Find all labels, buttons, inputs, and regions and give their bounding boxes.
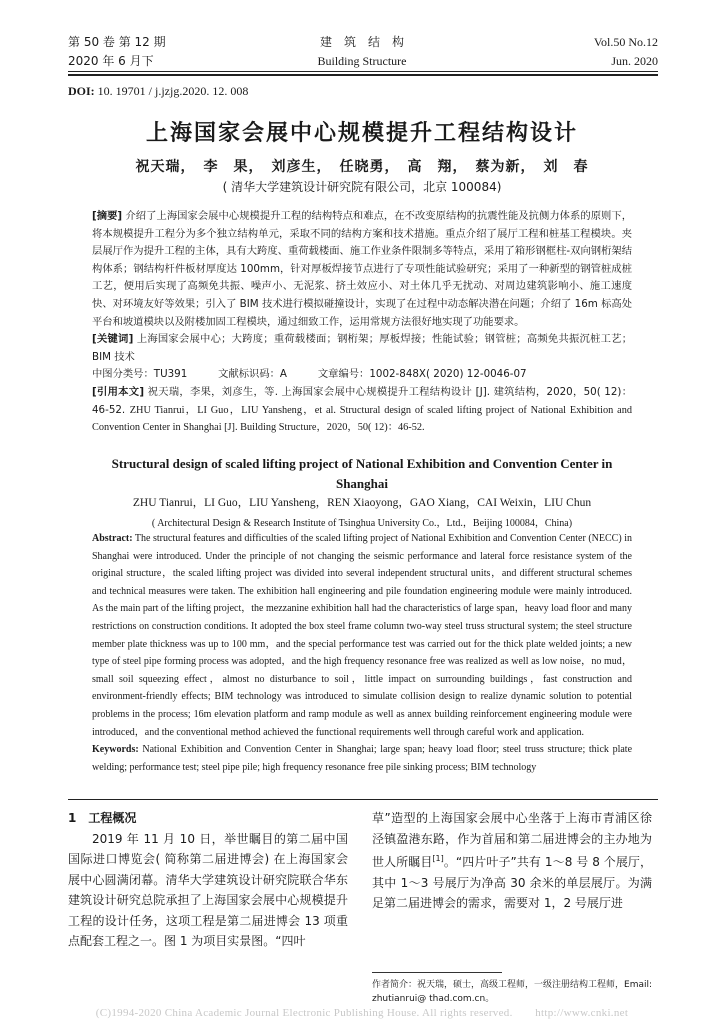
body-left-column bbox=[68, 808, 348, 952]
section-title: 工程概况 bbox=[88, 811, 137, 825]
citation-en: ZHU Tianrui，LI Guo，LIU Yansheng，et al. Structural design of scaled lifting project of National Exhibition and Convention Center in Shanghai [J]. Building Structure，2020，50( 12)：46-52. bbox=[92, 404, 632, 434]
author-footnote: 作者简介：祝天瑞，硕士，高级工程师，一级注册结构工程师，Email: zhutianrui@ thad.com.cn。 bbox=[372, 980, 653, 1004]
body-right-column bbox=[372, 808, 652, 914]
keywords-en-text: National Exhibition and Convention Center in Shanghai; large span; heavy load floor; steel truss structure; thick plate welding; performance test; steel pipe pile; high frequency resonance free pile sinking process; BIM technology bbox=[92, 744, 633, 773]
keywords-zh-label: [关键词] bbox=[92, 333, 134, 346]
citation-label: [引用本文] bbox=[92, 385, 145, 398]
section-number: 1 bbox=[68, 811, 77, 825]
reference-link[interactable]: [1] bbox=[432, 854, 444, 863]
header-rule-thick bbox=[68, 74, 658, 76]
issue-info: 第 50 卷 第 12 期 bbox=[68, 35, 166, 49]
issue-date: 2020 年 6 月下 bbox=[68, 54, 154, 68]
copyright-watermark: (C)1994-2020 China Academic Journal Electronic Publishing House. All rights reserved. http://www.cnki.net bbox=[95, 1007, 629, 1019]
abstract-en-text: The structural features and difficulties of the scaled lifting project of National Exhibition and Convention Center (NECC) in Shanghai were introduced. Under the principle of not changing the seismic performance and lateral force resistance system of the original structure，the scaled lifting project was divided into several independent structural units，and different structural schemes and technical measures were taken. The exhibition hall engineering and pile foundation engineering module were mainly introduced. As the main part of the lifting project，the mezzanine exhibition hall had the characteristics of large span，heavy load floor and many restrictions on construction conditions. It adopted the box steel frame column two-way steel truss structural system; the steel structure member plate thickness was up to 100 mm，and the special performance test was carried out for the thick plate welded joints; a new type of steel pipe forming process was adopted，and the high frequency resonance free was realized as well as low noise，no mud，small soil squeezing effect，almost no disturbance to soil，little impact on surrounding buildings，fast construction and environment-friendly effects; BIM technology was introduced to simulate collision design to realize dynamic solution to potential problems in the process; 16m elevation platform and ramp module as well as annex building reinforcement engineering module were introduced，and the conventional method achieved the functional requirements well through careful work and application. bbox=[92, 533, 632, 738]
abstract-zh-block bbox=[92, 208, 632, 437]
keywords-zh bbox=[92, 331, 632, 366]
affiliation-zh: ( 清华大学建筑设计研究院有限公司，北京 100084) bbox=[222, 180, 502, 194]
journal-name-zh: 建 筑 结 构 bbox=[319, 35, 404, 49]
paper-title-zh: 上海国家会展中心规模提升工程结构设计 bbox=[145, 121, 578, 146]
abstract-zh-text: 介绍了上海国家会展中心规模提升工程的结构特点和难点，在不改变原结构的抗震性能及抗侧力体系的原则下，将本规模提升工程分为多个独立结构单元，采取不同的结构方案和技术措施。重点介绍了展厅工程和桩基工程模块。夹层展厅作为提升工程的主体，具有大跨度、重荷载楼面、施工作业条件限制多等特点，采用了箱形钢框柱-双向钢桁架结构体系；钢结构杆件板材厚度达 100mm，针对厚板焊接节点进行了专项性能试验研究；采用了一种新型的钢管桩成桩工艺，便用后实现了高频免共振、噪声小、无泥浆、挤土效应小、对土体几乎无扰动、对周边建筑影响小、施工速度快、对环境友好等效果；引入了 BIM 技术进行模拟碰撞设计，实现了在过程中动态解决潜在问题；介绍了 16m 标高处平台和坡道模块以及附楼加固工程模块，通过细致工作，运用常规方法很好地实现了功能要求。 bbox=[92, 210, 633, 328]
doi-value[interactable]: 10. 19701 / j.jzjg.2020. 12. 008 bbox=[97, 84, 249, 98]
doi-line bbox=[68, 84, 248, 99]
authors-zh: 祝天瑞， 李 果， 刘彦生， 任晓勇， 高 翔， 蔡为新， 刘 春 bbox=[135, 159, 589, 175]
keywords-en bbox=[92, 741, 632, 776]
citation-zh: 祝天瑞，李果，刘彦生，等. 上海国家会展中心规模提升工程结构设计 [J]. 建筑结构，2020，50( 12)：46-52. bbox=[92, 385, 632, 416]
header-rule-thin bbox=[68, 71, 658, 72]
footnote-rule bbox=[372, 972, 502, 973]
doi-label: DOI: bbox=[68, 84, 95, 98]
body-divider bbox=[68, 799, 658, 800]
body-paragraph-right-a: 草”造型的上海国家会展中心坐落于上海市青浦区徐泾镇盈港东路，作为首届和第二届进博会的主办地为世人所瞩目 bbox=[372, 811, 652, 869]
abstract-en-label: Abstract: bbox=[92, 533, 133, 544]
abstract-en-block bbox=[92, 530, 632, 776]
keywords-zh-text: 上海国家会展中心；大跨度；重荷载楼面；钢桁架；厚板焊接；性能试验；钢管桩；高频免共振沉桩工艺；BIM 技术 bbox=[92, 333, 632, 363]
classification-line: 中图分类号：TU391 文献标识码：A 文章编号：1002-848X( 2020) 12-0046-07 bbox=[92, 368, 527, 381]
abstract-zh-label: [摘要] bbox=[92, 210, 123, 222]
volume-info: Vol.50 No.12 bbox=[593, 35, 658, 49]
paper-title-en: Structural design of scaled lifting project of National Exhibition and Convention Center in Shanghai bbox=[111, 456, 613, 491]
authors-en: ZHU Tianrui，LI Guo，LIU Yansheng，REN Xiaoyong，GAO Xiang，CAI Weixin，LIU Chun bbox=[132, 497, 592, 509]
affiliation-en: ( Architectural Design & Research Institute of Tsinghua University Co.，Ltd.，Beijing 100084，China) bbox=[151, 518, 573, 529]
body-paragraph-right-b: 。“四片叶子”共有 1～8 号 8 个展厅，其中 1～3 号展厅为净高 30 余米的单层展厅。为满足第二届进博会的需求，需要对 1，2 号展厅进 bbox=[372, 855, 652, 910]
citation-block bbox=[92, 384, 632, 437]
body-paragraph-left: 2019 年 11 月 10 日，举世瞩目的第二届中国国际进口博览会( 简称第二届进博会) 在上海国家会展中心圆满闭幕。清华大学建筑设计研究院联合华东建筑设计研究总院承担了上海国家会展中心规模提升工程的设计任务，这项工程是第二届进博会 13 项重点配套工程之一。图 1 为项目实景图。“四叶 bbox=[68, 831, 348, 948]
section-heading bbox=[68, 808, 348, 829]
abstract-en bbox=[92, 530, 632, 741]
abstract-zh bbox=[92, 208, 632, 331]
issue-month: Jun. 2020 bbox=[611, 54, 658, 68]
journal-name-en: Building Structure bbox=[317, 54, 407, 68]
keywords-en-label: Keywords: bbox=[92, 744, 139, 756]
